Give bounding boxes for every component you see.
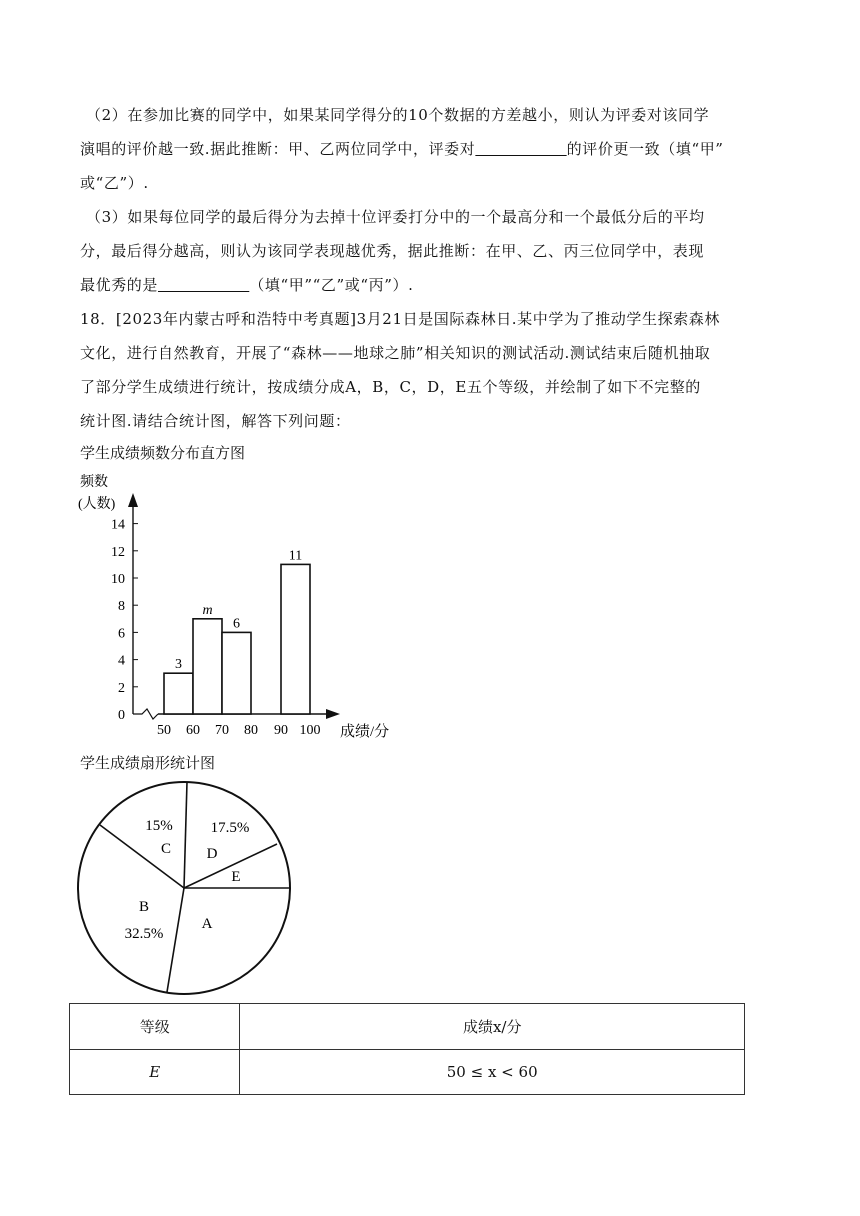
table-header-grade: 等级	[70, 1004, 240, 1050]
histogram-xlabel: 成绩/分	[340, 724, 390, 740]
q17-part2-text-b: 的评价更一致（填“甲”	[566, 140, 724, 158]
pie-slice-border	[167, 888, 184, 992]
x-tick-label: 50	[157, 723, 171, 738]
y-tick-label: 10	[111, 572, 125, 587]
x-axis-arrow	[326, 709, 340, 719]
pie-slice-label: D	[206, 846, 218, 862]
histogram-caption: 学生成绩频数分布直方图	[80, 444, 246, 462]
y-tick-label: 6	[118, 626, 125, 642]
q17-part3-text-a: 最优秀的是	[80, 276, 159, 294]
y-tick-label: 14	[111, 517, 125, 533]
bar-data-label: 11	[288, 548, 303, 564]
histogram-bar	[193, 619, 222, 714]
pie-slice-label: B	[138, 899, 150, 915]
x-axis-break	[133, 709, 158, 719]
histogram-chart	[60, 465, 420, 755]
q17-part2-line3: 或“乙”）.	[80, 174, 149, 192]
q17-part2-line2	[80, 139, 724, 159]
pie-labels	[125, 818, 250, 942]
table-row	[70, 1050, 745, 1095]
x-tick-label: 80	[244, 723, 258, 738]
x-tick-label: 60	[186, 723, 200, 738]
answer-blank	[475, 139, 566, 159]
table-cell-range: 50 ≤ x < 60	[240, 1050, 745, 1095]
q17-part3-text-b: （填“甲”“乙”或“丙”）.	[249, 276, 414, 294]
y-axis-arrow	[128, 493, 138, 507]
y-tick-label: 8	[118, 599, 125, 615]
q17-part3-line1: （3）如果每位同学的最后得分为去掉十位评委打分中的一个最高分和一个最低分后的平均	[86, 208, 705, 226]
x-tick-label: 100	[299, 723, 321, 738]
pie-chart	[70, 780, 300, 1005]
table-cell-grade: E	[70, 1050, 240, 1095]
x-tick-label: 70	[215, 723, 229, 738]
histogram-bar	[222, 632, 251, 714]
answer-blank	[158, 275, 249, 295]
q18-line4: 统计图.请结合统计图，解答下列问题：	[80, 412, 351, 430]
histogram-ylabel-line2: (人数)	[78, 497, 116, 512]
table-header-row	[70, 1004, 745, 1050]
q18-line3: 了部分学生成绩进行统计，按成绩分成A，B，C，D，E五个等级，并绘制了如下不完整的	[80, 378, 701, 396]
q17-part2-text-a: 演唱的评价越一致.据此推断：甲、乙两位同学中，评委对	[80, 140, 476, 158]
histogram-bar	[281, 564, 310, 714]
histogram-bar	[164, 673, 193, 714]
pie-slice-label: A	[201, 916, 213, 932]
q18-line1: 18．[2023年内蒙古呼和浩特中考真题]3月21日是国际森林日.某中学为了推动学生探索森林	[80, 310, 720, 328]
pie-slice-label: E	[231, 869, 241, 885]
bar-data-label: m	[202, 602, 213, 618]
q18-line2: 文化，进行自然教育，开展了“森林——地球之肺”相关知识的测试活动.测试结束后随机抽取	[80, 344, 711, 362]
pie-slice-percent: 15%	[145, 818, 173, 834]
y-tick-label: 2	[118, 680, 125, 696]
histogram-bars	[164, 548, 310, 714]
histogram-ylabel-line1: 频数	[80, 475, 108, 490]
y-tick-label: 12	[111, 544, 125, 560]
q17-part3-line2: 分，最后得分越高，则认为该同学表现越优秀，据此推断：在甲、乙、丙三位同学中，表现	[80, 242, 705, 260]
q17-part3-line3	[80, 275, 413, 295]
pie-slice-percent: 32.5%	[124, 926, 164, 942]
y-tick-label: 4	[118, 653, 125, 669]
pie-slice-border	[100, 825, 184, 888]
bar-data-label: 6	[233, 616, 240, 632]
bar-data-label: 3	[175, 657, 182, 673]
pie-slice-percent: 17.5%	[210, 820, 250, 836]
x-tick-label: 90	[274, 723, 288, 738]
grade-table	[69, 1003, 745, 1095]
y-tick-label: 0	[118, 708, 125, 723]
pie-caption: 学生成绩扇形统计图	[80, 754, 216, 772]
pie-slice-border	[184, 782, 187, 888]
table-header-score: 成绩x/分	[240, 1004, 745, 1050]
pie-slice-label: C	[160, 841, 172, 857]
q17-part2-line1: （2）在参加比赛的同学中，如果某同学得分的10个数据的方差越小，则认为评委对该同学	[86, 106, 710, 124]
